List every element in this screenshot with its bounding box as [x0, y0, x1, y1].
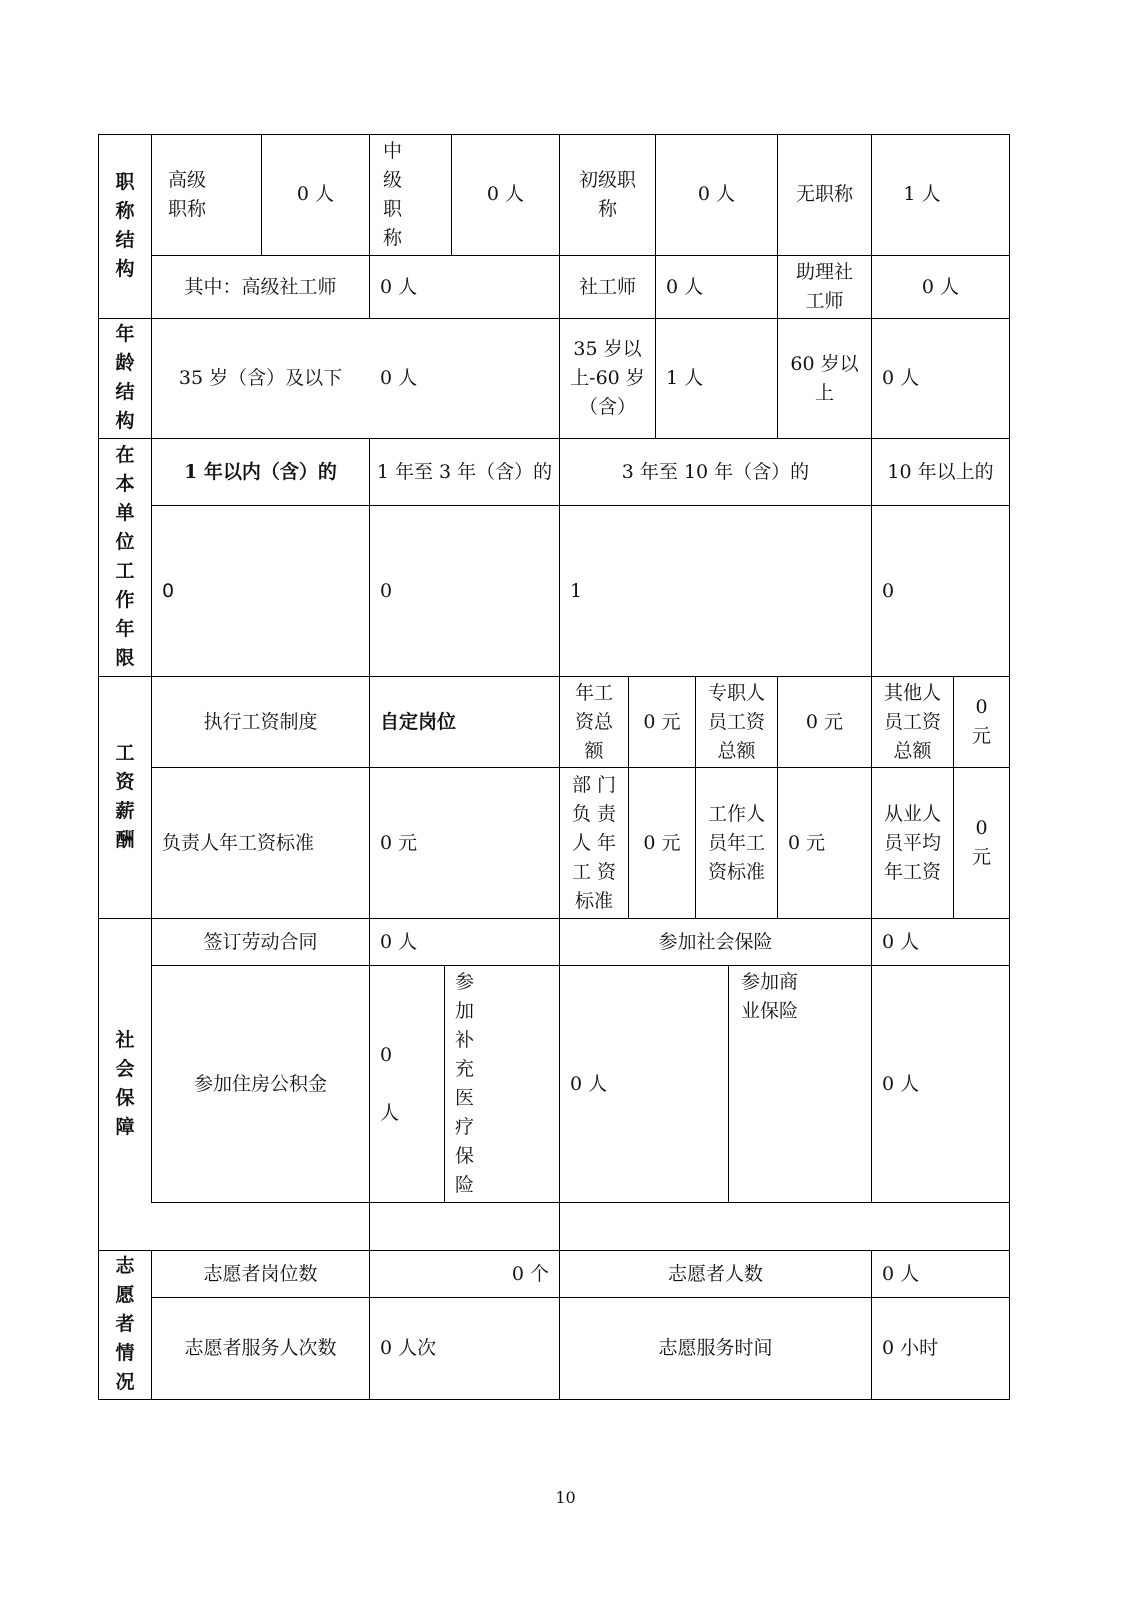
- assistant-social-worker-label: 助理社 工师: [795, 261, 853, 312]
- age-over60-value: 0 人: [882, 367, 920, 389]
- volunteer-posts-value: 0 个: [511, 1262, 549, 1285]
- volunteer-hours-value: 0 小时: [882, 1337, 939, 1359]
- supplementary-medical-value: 0 人: [570, 1072, 608, 1095]
- salary-system-label: 执行工资制度: [203, 710, 318, 733]
- tenure-value-2: 0: [380, 579, 393, 602]
- middle-title-value: 0 人: [486, 183, 525, 205]
- annual-total-label: 年工 资总 额: [574, 681, 613, 762]
- tenure-header-3: 3 年至 10 年（含）的: [621, 460, 810, 483]
- volunteers-label: 志 愿 者 情 况: [115, 1255, 135, 1393]
- fulltime-total-label: 专职人 员工资 总额: [707, 681, 765, 762]
- no-title-value: 1 人: [903, 183, 941, 205]
- tenure-label: 在 本 单 位 工 作 年 限: [115, 444, 135, 669]
- age-35-60-value: 1 人: [666, 367, 704, 389]
- average-salary-label: 从业人 员平均 年工资: [883, 802, 941, 883]
- senior-title-value: 0 人: [296, 183, 335, 205]
- supplementary-medical-label: 参 加 补 充 医 疗 保 险: [455, 971, 475, 1196]
- volunteer-count-label: 志愿者人数: [667, 1262, 763, 1285]
- volunteer-service-count-value: 0 人次: [380, 1337, 437, 1359]
- tenure-value-4: 0: [882, 579, 895, 602]
- staff-salary-standard-label: 工作人 员年工 资标准: [707, 802, 765, 883]
- housing-fund-value: 0 人: [380, 1043, 400, 1124]
- volunteer-service-count-label: 志愿者服务人次数: [184, 1337, 337, 1359]
- no-title-label: 无职称: [795, 183, 853, 205]
- age-under35-label: 35 岁（含）及以下: [178, 367, 343, 389]
- staff-salary-standard-value: 0 元: [788, 831, 826, 854]
- age-over60-label: 60 岁以 上: [790, 352, 859, 404]
- volunteer-count-value: 0 人: [882, 1262, 920, 1285]
- middle-title-label: 中 级 职 称: [382, 139, 402, 249]
- age-structure-label: 年 龄 结 构: [115, 323, 135, 432]
- volunteer-hours-label: 志愿服务时间: [658, 1337, 773, 1359]
- page-number: 10: [555, 1488, 576, 1507]
- annual-total-value: 0 元: [643, 710, 681, 733]
- title-structure-label: 职 称 结 构: [115, 171, 135, 280]
- labor-contract-label: 签订劳动合同: [203, 930, 318, 953]
- social-worker-value: 0 人: [666, 275, 704, 298]
- senior-social-worker-label: 其中：高级社工师: [184, 275, 337, 298]
- senior-social-worker-value: 0 人: [380, 275, 418, 298]
- tenure-value-3: 1: [570, 579, 583, 602]
- fulltime-total-value: 0 元: [805, 710, 844, 733]
- age-under35-value: 0 人: [380, 367, 418, 389]
- social-insurance-value: 0 人: [882, 930, 920, 953]
- commercial-insurance-value: 0 人: [882, 1072, 920, 1095]
- age-35-60-label: 35 岁以 上-60 岁 （含）: [570, 338, 645, 418]
- social-worker-label: 社工师: [578, 275, 636, 298]
- tenure-header-2: 1 年至 3 年（含）的: [376, 460, 553, 483]
- head-salary-standard-label: 负责人年工资标准: [162, 831, 315, 854]
- other-total-value: 0 元: [971, 696, 991, 747]
- junior-title-label: 初级职 称: [578, 168, 636, 220]
- salary-label: 工 资 薪 酬: [115, 742, 135, 851]
- labor-contract-value: 0 人: [380, 930, 418, 953]
- housing-fund-label: 参加住房公积金: [193, 1072, 327, 1095]
- assistant-social-worker-value: 0 人: [921, 275, 960, 298]
- average-salary-value: 0 元: [971, 817, 991, 868]
- tenure-header-4: 10 年以上的: [887, 460, 994, 483]
- junior-title-value: 0 人: [697, 183, 736, 205]
- volunteer-posts-label: 志愿者岗位数: [203, 1262, 318, 1285]
- senior-title-label: 高级 职称: [168, 168, 207, 220]
- social-insurance-label: 参加社会保险: [658, 930, 773, 953]
- dept-head-salary-standard-label: 部 门 负 责 人 年 工 资 标准: [571, 773, 617, 912]
- tenure-header-1: 1 年以内（含）的: [184, 460, 337, 483]
- salary-system-value: 自定岗位: [380, 710, 457, 733]
- tenure-value-1: 0: [162, 579, 175, 602]
- commercial-insurance-label: 参加商 业保险: [741, 971, 799, 1022]
- other-total-label: 其他人 员工资 总额: [883, 681, 941, 762]
- social-security-label: 社 会 保 障: [115, 1029, 135, 1138]
- dept-head-salary-standard-value: 0 元: [643, 831, 681, 854]
- head-salary-standard-value: 0 元: [380, 831, 418, 854]
